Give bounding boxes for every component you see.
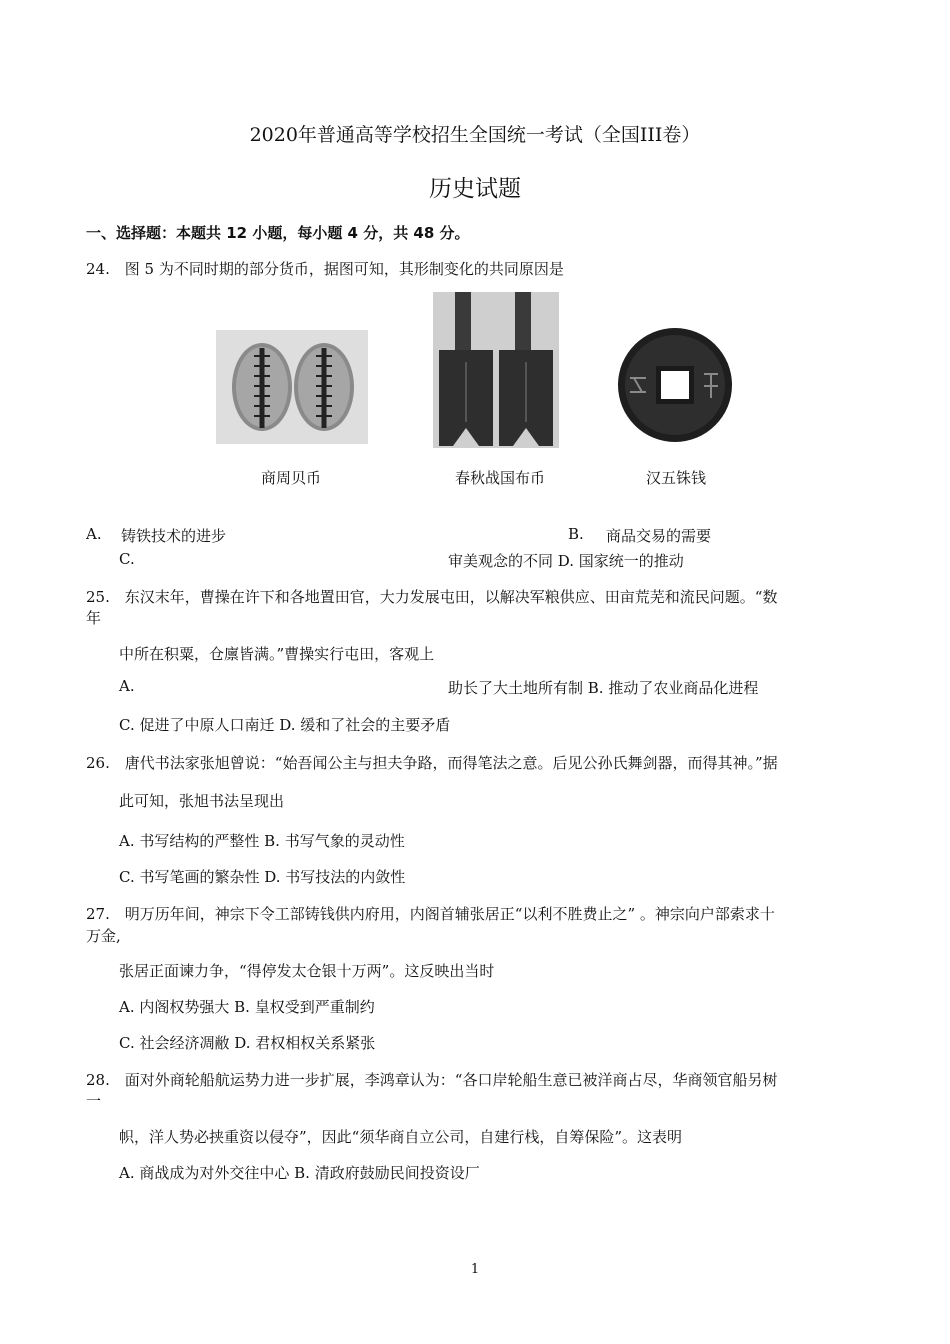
question-28-stem bbox=[86, 1069, 777, 1090]
question-number: 24. bbox=[86, 260, 110, 278]
figure-caption-spade: 春秋战国布币 bbox=[454, 469, 545, 487]
option-a-b-text: A. 内阁权势强大 B. 皇权受到严重制约 bbox=[119, 998, 375, 1016]
exam-subtitle: 历史试题 bbox=[429, 176, 521, 202]
spade-money-image bbox=[433, 292, 559, 448]
question-text: 面对外商轮船航运势力进一步扩展，李鸿章认为：“各口岸轮船生意已被洋商占尽，华商领官船另树 bbox=[124, 1071, 778, 1089]
section-heading: 一、选择题：本题共 12 小题，每小题 4 分，共 48 分。 bbox=[86, 224, 470, 242]
option-c-d-text: C. 社会经济凋敝 D. 君权相权关系紧张 bbox=[119, 1034, 376, 1052]
question-26-line2: 此可知，张旭书法呈现出 bbox=[119, 792, 285, 810]
option-a-b-text: 助长了大土地所有制 B. 推动了农业商品化进程 bbox=[448, 679, 759, 697]
question-28-wrap: 一 bbox=[86, 1092, 102, 1110]
figure-caption-cowrie: 商周贝币 bbox=[260, 469, 321, 487]
exam-title: 2020年普通高等学校招生全国统一考试（全国III卷） bbox=[249, 124, 701, 146]
option-b-label: B. bbox=[568, 525, 584, 543]
question-24-stem bbox=[86, 258, 564, 279]
option-a-text: 铸铁技术的进步 bbox=[121, 527, 227, 545]
wuzhu-coin-image bbox=[616, 326, 734, 444]
question-27-stem bbox=[86, 903, 775, 924]
question-number: 27. bbox=[86, 905, 110, 923]
spade-money-icon bbox=[433, 292, 559, 448]
question-number: 25. bbox=[86, 588, 110, 606]
option-c-d-text: 审美观念的不同 D. 国家统一的推动 bbox=[448, 552, 684, 570]
option-b-text: 商品交易的需要 bbox=[606, 527, 712, 545]
wuzhu-coin-icon bbox=[616, 326, 734, 444]
question-text: 唐代书法家张旭曾说：“始吾闻公主与担夫争路，而得笔法之意。后见公孙氏舞剑器，而得其神。”据 bbox=[124, 754, 778, 772]
option-a-label: A. bbox=[86, 525, 102, 543]
question-25-line2: 中所在积粟，仓廪皆满。”曹操实行屯田，客观上 bbox=[119, 645, 435, 663]
option-a-b-text: A. 书写结构的严整性 B. 书写气象的灵动性 bbox=[119, 832, 405, 850]
question-25-stem bbox=[86, 586, 777, 607]
question-text: 图 5 为不同时期的部分货币，据图可知，其形制变化的共同原因是 bbox=[124, 260, 564, 278]
page-number: 1 bbox=[470, 1262, 480, 1277]
question-text: 明万历年间，神宗下令工部铸钱供内府用，内阁首辅张居正“以利不胜费止之” 。神宗向户部索求十 bbox=[124, 905, 775, 923]
option-a-b-text: A. 商战成为对外交往中心 B. 清政府鼓励民间投资设厂 bbox=[119, 1164, 480, 1182]
question-number: 28. bbox=[86, 1071, 110, 1089]
question-text: 东汉末年，曹操在许下和各地置田官，大力发展屯田，以解决军粮供应、田亩荒芜和流民问题。“数 bbox=[124, 588, 778, 606]
figure-caption-coin: 汉五铢钱 bbox=[645, 469, 706, 487]
cowrie-shell-money-image bbox=[216, 330, 368, 444]
question-28-line2: 帜，洋人势必挟重资以侵夺”，因此“须华商自立公司，自建行栈，自筹保险”。这表明 bbox=[119, 1128, 683, 1146]
question-25-wrap: 年 bbox=[86, 609, 102, 627]
question-27-wrap: 万金, bbox=[86, 927, 121, 945]
question-27-line2: 张居正面谏力争，“得停发太仓银十万两”。这反映出当时 bbox=[119, 962, 495, 980]
option-c-d-text: C. 促进了中原人口南迁 D. 缓和了社会的主要矛盾 bbox=[119, 716, 451, 734]
cowrie-shell-money-icon bbox=[216, 330, 368, 444]
question-26-stem bbox=[86, 752, 778, 773]
option-c-d-text: C. 书写笔画的繁杂性 D. 书写技法的内敛性 bbox=[119, 868, 406, 886]
option-c-label: C. bbox=[119, 550, 135, 568]
option-a-label: A. bbox=[119, 677, 135, 695]
question-number: 26. bbox=[86, 754, 110, 772]
